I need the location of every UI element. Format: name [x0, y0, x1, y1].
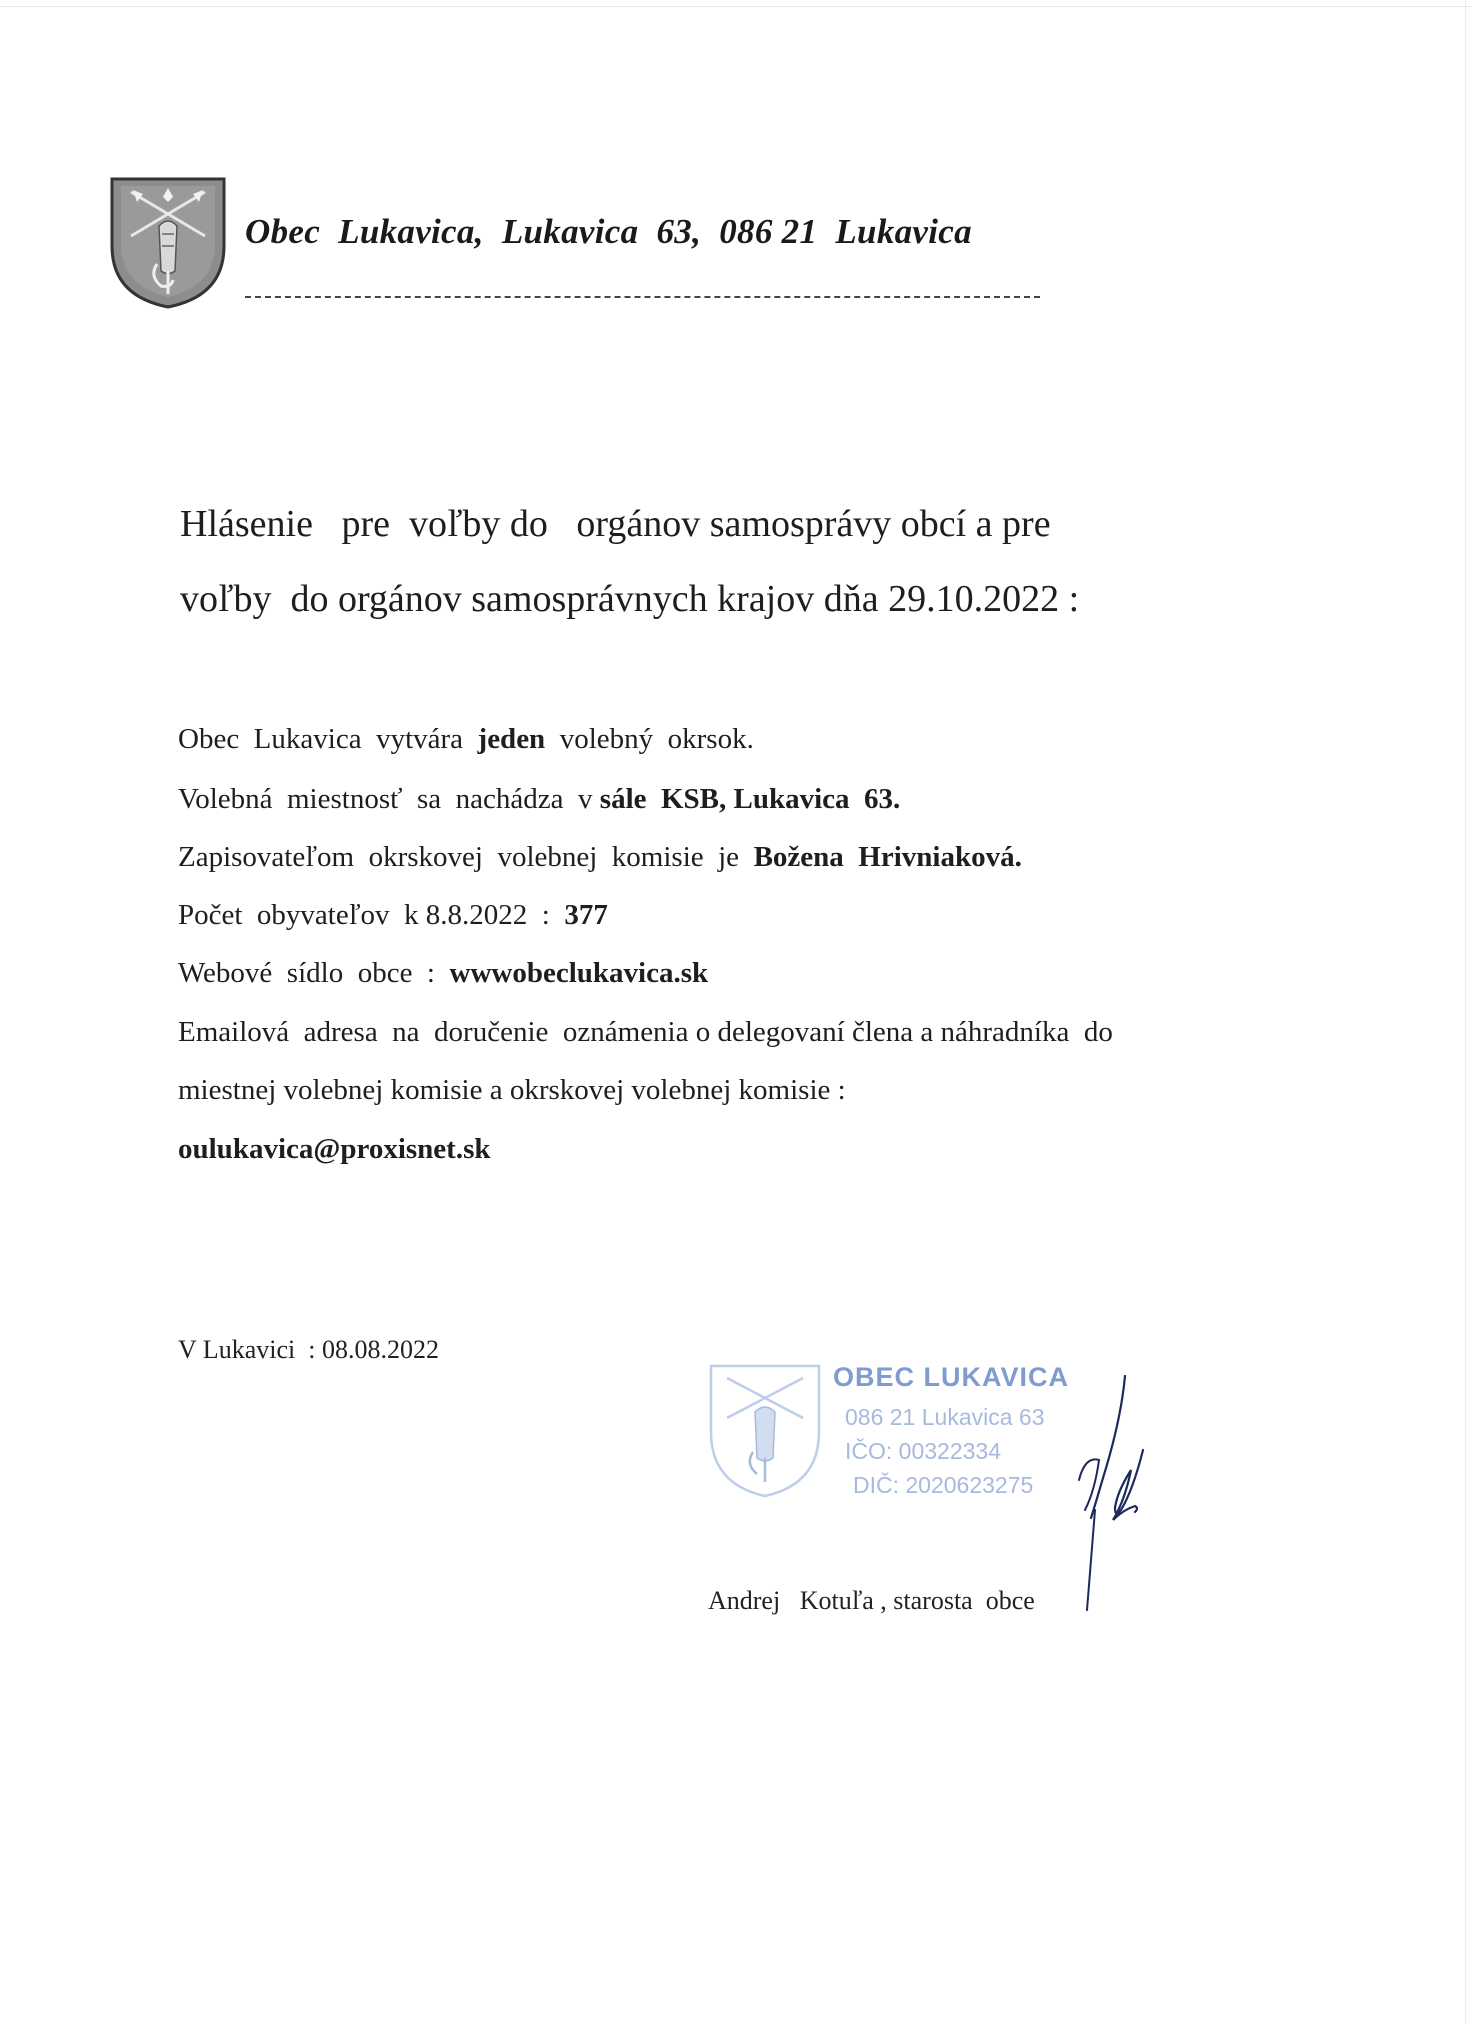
population-count: 377	[564, 899, 608, 931]
precinct-count: jeden	[477, 723, 546, 755]
body-line-room	[178, 783, 900, 816]
signer-name: Andrej Kotuľa , starosta obce	[708, 1586, 1035, 1615]
document-title-line-2: voľby do orgánov samosprávnych krajov dňa 29.10.2022 :	[180, 578, 1080, 620]
body-line-recorder	[178, 841, 1022, 874]
text: Počet obyvateľov k 8.8.2022 :	[178, 899, 565, 931]
letterhead-address: Obec Lukavica, Lukavica 63, 086 21 Lukavica	[245, 212, 972, 251]
letterhead-divider	[245, 296, 1040, 298]
body-line-website	[178, 957, 708, 990]
stamp-crest-icon	[705, 1360, 825, 1500]
handwritten-signature	[1055, 1360, 1145, 1620]
voting-room: sále KSB, Lukavica 63.	[599, 783, 901, 815]
date-line: V Lukavici : 08.08.2022	[178, 1335, 439, 1364]
stamp-dic: DIČ: 2020623275	[853, 1472, 1034, 1498]
body-line-precinct	[178, 723, 754, 756]
recorder-name: Božena Hrivniaková.	[753, 841, 1022, 873]
email-address[interactable]: oulukavica@proxisnet.sk	[178, 1133, 491, 1165]
body-line-email-intro: Emailová adresa na doručenie oznámenia o delegovaní člena a náhradníka do	[178, 1016, 1113, 1048]
scan-edge	[0, 6, 1472, 7]
text: volebný okrsok.	[545, 723, 754, 755]
text: Obec Lukavica vytvára	[178, 723, 478, 755]
text: Volebná miestnosť sa nachádza v	[178, 783, 600, 815]
body-line-population	[178, 899, 608, 932]
text: Zapisovateľom okrskovej volebnej komisie je	[178, 841, 754, 873]
stamp-title: OBEC LUKAVICA	[833, 1362, 1070, 1392]
document-title-line-1: Hlásenie pre voľby do orgánov samosprávy obcí a pre	[180, 503, 1051, 545]
website-link[interactable]: wwwobeclukavica.sk	[449, 957, 709, 989]
scan-edge	[1465, 0, 1466, 2024]
stamp-ico: IČO: 00322334	[845, 1438, 1002, 1464]
official-stamp	[705, 1360, 1105, 1500]
coat-of-arms-icon	[109, 176, 227, 310]
text: Webové sídlo obce :	[178, 957, 450, 989]
stamp-address: 086 21 Lukavica 63	[845, 1404, 1045, 1430]
body-line-email-intro-cont: miestnej volebnej komisie a okrskovej volebnej komisie :	[178, 1074, 846, 1106]
